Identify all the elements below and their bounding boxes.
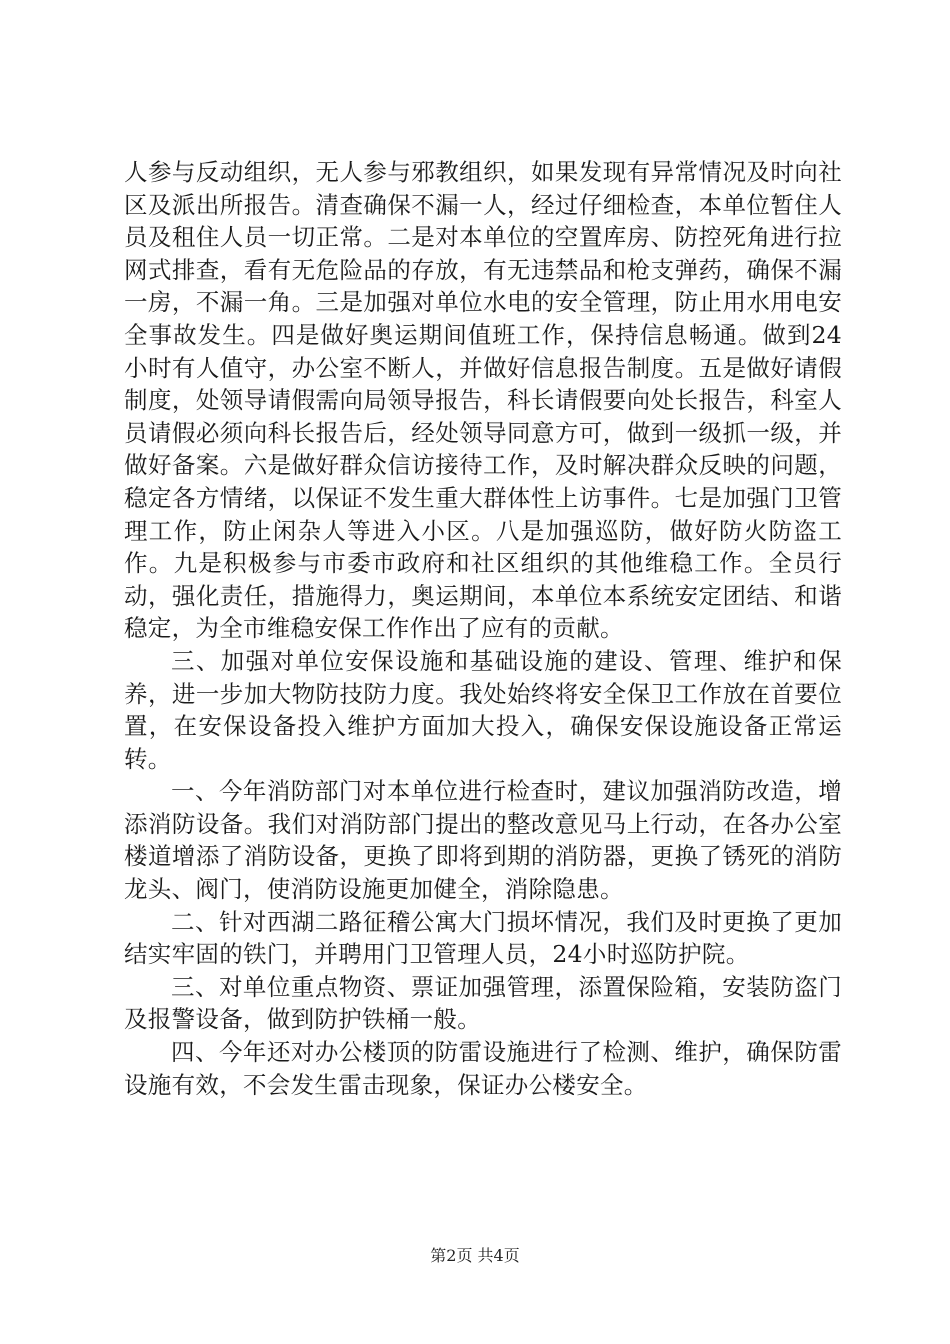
page-footer: [0, 1246, 950, 1266]
paragraph-2: 三、加强对单位安保设施和基础设施的建设、管理、维护和保养，进一步加大物防技防力度。我处始终将安全保卫工作放在首要位置，在安保设备投入维护方面加大投入，确保安保设施设备正常运转。: [124, 646, 842, 773]
paragraph-4: 二、针对西湖二路征稽公寓大门损坏情况，我们及时更换了更加结实牢固的铁门，并聘用门卫管理人员，24小时巡防护院。: [124, 907, 842, 969]
document-body: [124, 156, 842, 1101]
page-number-label: 第2页 共4页: [430, 1246, 520, 1265]
paragraph-3: 一、今年消防部门对本单位进行检查时，建议加强消防改造，增添消防设备。我们对消防部门提出的整改意见马上行动，在各办公室楼道增添了消防设备，更换了即将到期的消防器，更换了锈死的消防龙头、阀门，使消防设施更加健全，消除隐患。: [124, 777, 842, 904]
paragraph-1: 人参与反动组织，无人参与邪教组织，如果发现有异常情况及时向社区及派出所报告。清查确保不漏一人，经过仔细检查，本单位暂住人员及租住人员一切正常。二是对本单位的空置库房、防控死角进行拉网式排查，看有无危险品的存放，有无违禁品和枪支弹药，确保不漏一房，不漏一角。三是加强对单位水电的安全管理，防止用水用电安全事故发生。四是做好奥运期间值班工作，保持信息畅通。做到24小时有人值守，办公室不断人，并做好信息报告制度。五是做好请假制度，处领导请假需向局领导报告，科长请假要向处长报告，科室人员请假必须向科长报告后，经处领导同意方可，做到一级抓一级，并做好备案。六是做好群众信访接待工作，及时解决群众反映的问题，稳定各方情绪，以保证不发生重大群体性上访事件。七是加强门卫管理工作，防止闲杂人等进入小区。八是加强巡防，做好防火防盗工作。九是积极参与市委市政府和社区组织的其他维稳工作。全员行动，强化责任，措施得力，奥运期间，本单位本系统安定团结、和谐稳定，为全市维稳安保工作作出了应有的贡献。: [124, 158, 842, 643]
paragraph-5: 三、对单位重点物资、票证加强管理，添置保险箱，安装防盗门及报警设备，做到防护铁桶一般。: [124, 972, 842, 1034]
paragraph-6: 四、今年还对办公楼顶的防雷设施进行了检测、维护，确保防雷设施有效，不会发生雷击现象，保证办公楼安全。: [124, 1038, 842, 1099]
